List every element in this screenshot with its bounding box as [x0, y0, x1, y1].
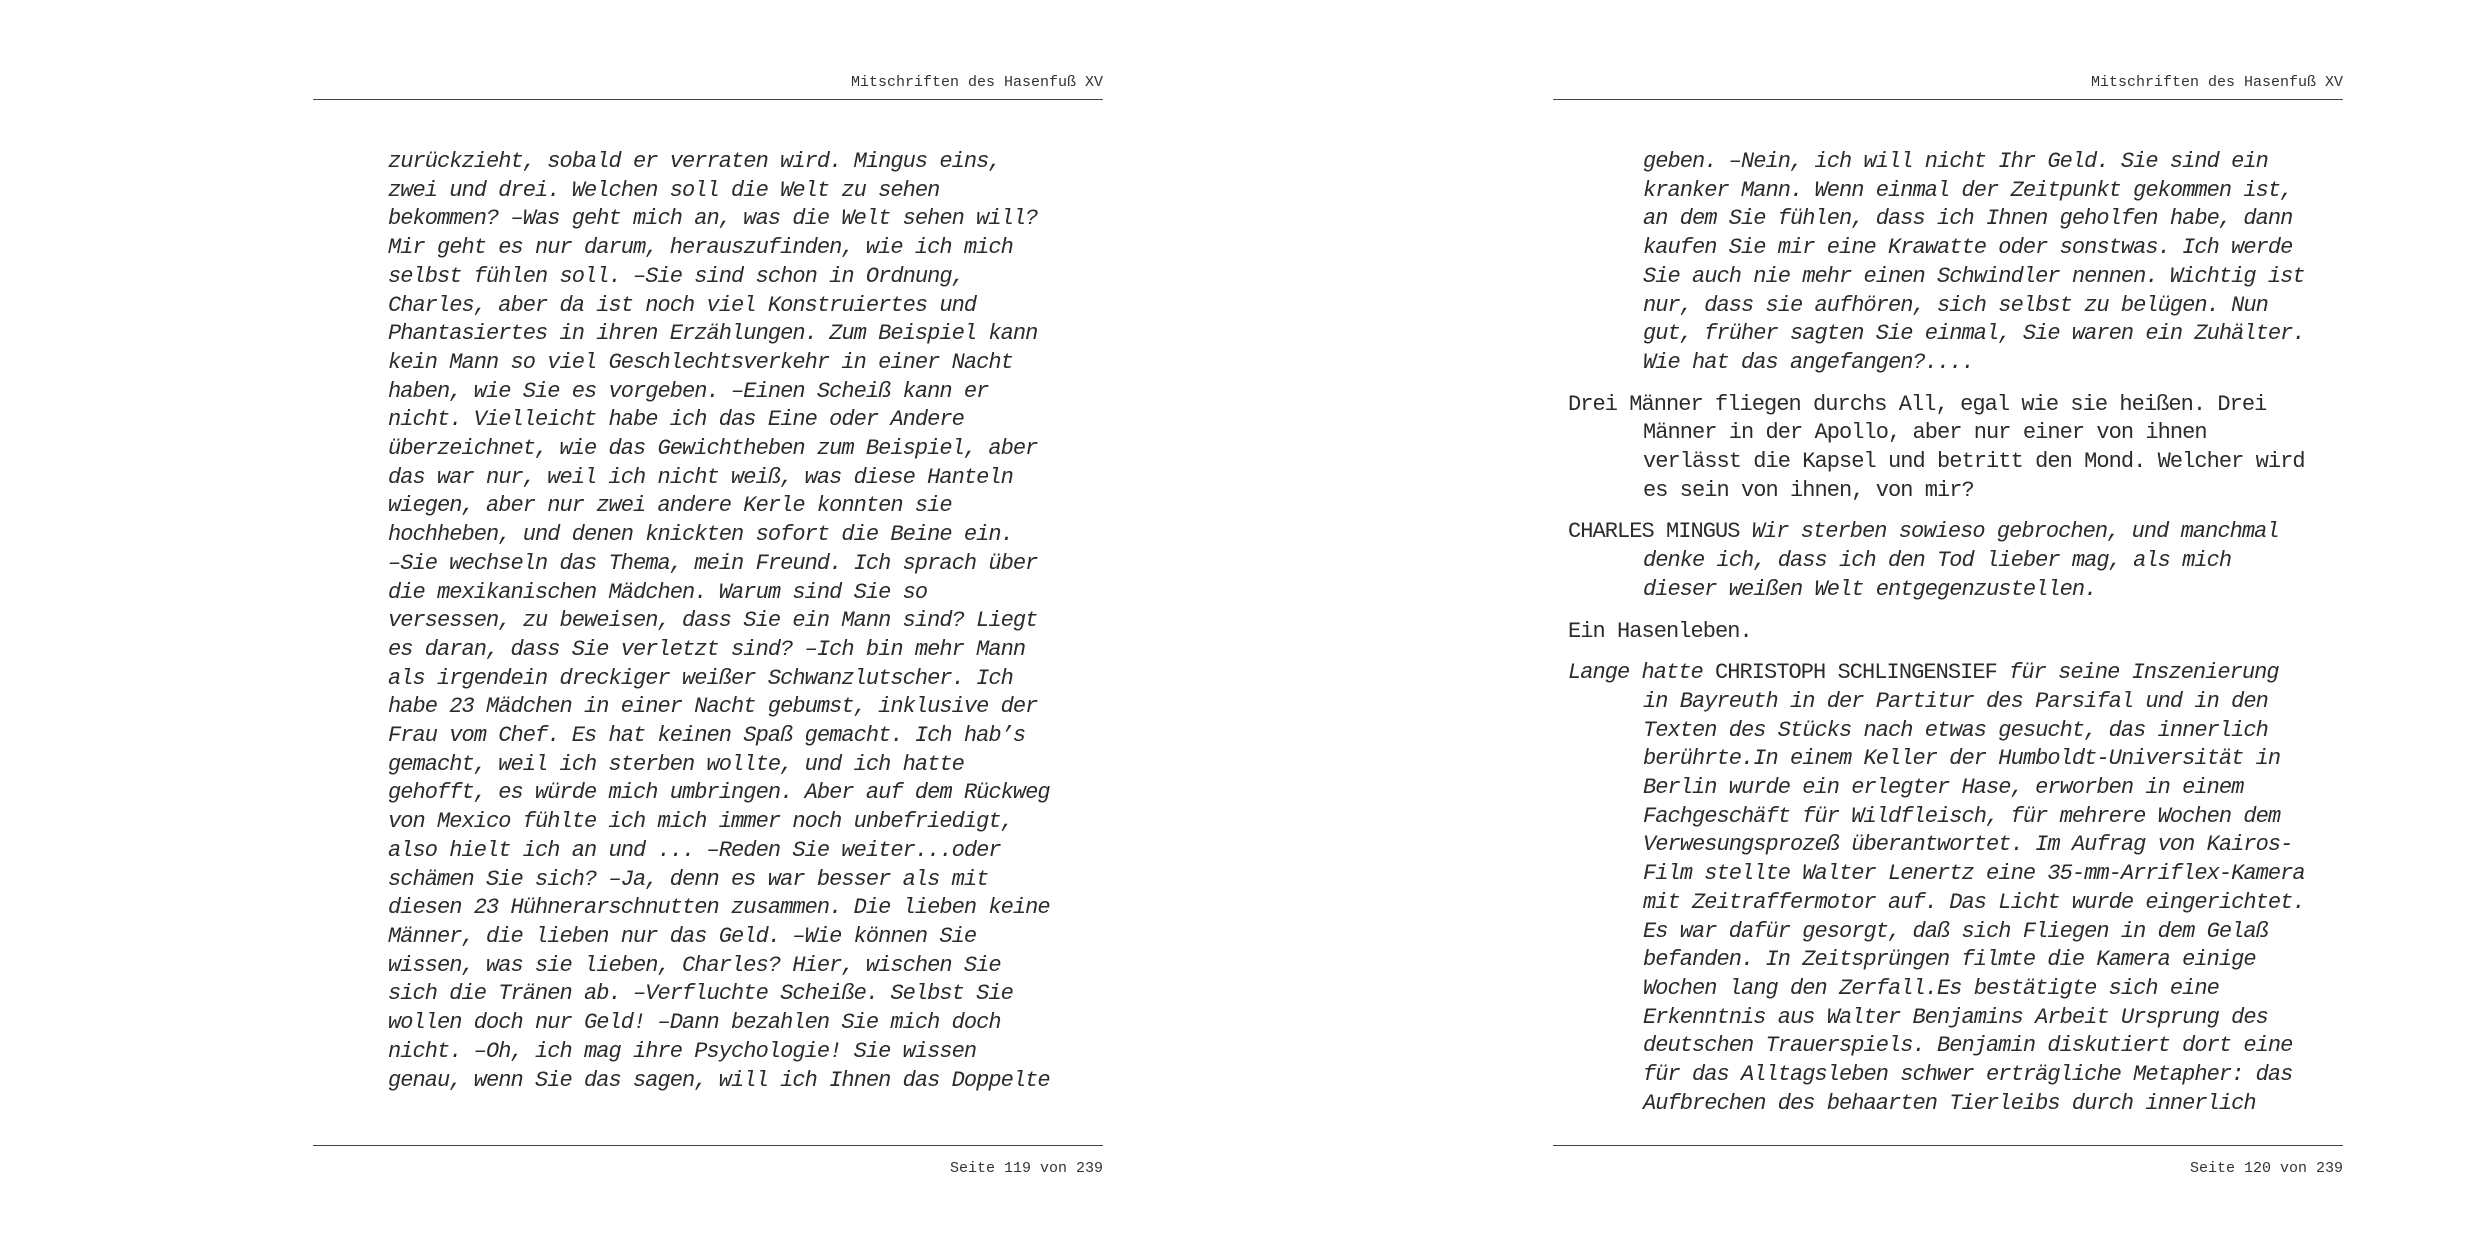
- text-line: es sein von ihnen, von mir?: [1643, 477, 1974, 503]
- footer-rule: [1553, 1145, 2343, 1146]
- text-line: Verwesungsprozeß überantwortet. Im Aufrag von Kairos-: [1643, 832, 2293, 858]
- text-line: Aufbrechen des behaarten Tierleibs durch innerlich: [1643, 1090, 2256, 1116]
- text-line: Wochen lang den Zerfall.Es bestätigte sich eine: [1643, 975, 2219, 1001]
- text-line: Männer in der Apollo, aber nur einer von ihnen: [1643, 420, 2207, 446]
- text-line: Charles, aber da ist noch viel Konstruiertes und: [388, 292, 977, 318]
- text-line: haben, wie Sie es vorgeben. –Einen Scheiß kann er: [388, 378, 989, 404]
- paragraph: [1568, 659, 2358, 1118]
- text-line: kranker Mann. Wenn einmal der Zeitpunkt gekommen ist,: [1643, 177, 2293, 203]
- text-line: schämen Sie sich? –Ja, denn es war besser als mit: [388, 866, 989, 892]
- text-line: gut, früher sagten Sie einmal, Sie waren ein Zuhälter.: [1643, 321, 2305, 347]
- text-line: habe 23 Mädchen in einer Nacht gebumst, inklusive der: [388, 694, 1038, 720]
- text-line: Phantasiertes in ihren Erzählungen. Zum Beispiel kann: [388, 321, 1038, 347]
- text-line: [1568, 659, 2358, 688]
- speaker-name: CHARLES MINGUS: [1568, 519, 1740, 545]
- text-line: Film stellte Walter Lenertz eine 35-mm-Arriflex-Kamera: [1643, 861, 2305, 887]
- page-number: Seite 120 von 239: [2189, 1160, 2343, 1177]
- header-rule: [1553, 99, 2343, 100]
- paragraph: [1568, 391, 2358, 506]
- text-line: nur, dass sie aufhören, sich selbst zu belügen. Nun: [1643, 292, 2268, 318]
- quote-text: Wir sterben sowieso gebrochen, und manchmal: [1739, 519, 2279, 545]
- page-number: Seite 119 von 239: [949, 1160, 1103, 1177]
- text-line: Mir geht es nur darum, herauszufinden, wie ich mich: [388, 235, 1013, 261]
- text-line: wollen doch nur Geld! –Dann bezahlen Sie mich doch: [388, 1010, 1001, 1036]
- text-line: denke ich, dass ich den Tod lieber mag, als mich: [1643, 548, 2232, 574]
- person-name: CHRISTOPH SCHLINGENSIEF: [1715, 660, 1997, 686]
- text-line: Drei Männer fliegen durchs All, egal wie sie heißen. Drei: [1568, 391, 2267, 417]
- text-line: sich die Tränen ab. –Verfluchte Scheiße. Selbst Sie: [388, 981, 1013, 1007]
- running-head: Mitschriften des Hasenfuß XV: [2090, 74, 2343, 91]
- text-line: Texten des Stücks nach etwas gesucht, das innerlich: [1643, 717, 2268, 743]
- text-line: überzeichnet, wie das Gewichtheben zum Beispiel, aber: [388, 436, 1038, 462]
- text-line: Fachgeschäft für Wildfleisch, für mehrere Wochen dem: [1643, 803, 2281, 829]
- text-line: genau, wenn Sie das sagen, will ich Ihnen das Doppelte: [388, 1067, 1050, 1093]
- text-line: gemacht, weil ich sterben wollte, und ich hatte: [388, 751, 964, 777]
- text-line: die mexikanischen Mädchen. Warum sind Sie so: [388, 579, 928, 605]
- footer-rule: [313, 1145, 1103, 1146]
- paragraph: [1568, 618, 2358, 647]
- text-line: Männer, die lieben nur das Geld. –Wie können Sie: [388, 923, 977, 949]
- text-line: geben. –Nein, ich will nicht Ihr Geld. Sie sind ein: [1643, 149, 2268, 174]
- text-line: an dem Sie fühlen, dass ich Ihnen geholfen habe, dann: [1643, 206, 2293, 232]
- text-line: deutschen Trauerspiels. Benjamin diskutiert dort eine: [1643, 1033, 2293, 1059]
- text-line: Sie auch nie mehr einen Schwindler nennen. Wichtig ist: [1643, 263, 2305, 289]
- text-line: nicht. Vielleicht habe ich das Eine oder Andere: [388, 407, 964, 433]
- intro-text: Lange hatte: [1568, 660, 1716, 686]
- text-line: kein Mann so viel Geschlechtsverkehr in einer Nacht: [388, 349, 1013, 375]
- text-line: in Bayreuth in der Partitur des Parsifal und in den: [1643, 688, 2268, 714]
- text-line: verlässt die Kapsel und betritt den Mond. Welcher wird: [1643, 449, 2305, 475]
- text-line: als irgendein dreckiger weißer Schwanzlutscher. Ich: [388, 665, 1013, 691]
- text-line: versessen, zu beweisen, dass Sie ein Mann sind? Liegt: [388, 608, 1038, 634]
- body-text: [388, 148, 1108, 1095]
- text-line: [1568, 518, 2358, 547]
- intro-rest: für seine Inszenierung: [1996, 660, 2279, 686]
- running-head: Mitschriften des Hasenfuß XV: [850, 74, 1103, 91]
- text-line: kaufen Sie mir eine Krawatte oder sonstwas. Ich werde: [1643, 235, 2293, 261]
- text-line: mit Zeitraffermotor auf. Das Licht wurde eingerichtet.: [1643, 889, 2305, 915]
- text-line: Berlin wurde ein erlegter Hase, erworben in einem: [1643, 775, 2244, 801]
- text-line: das war nur, weil ich nicht weiß, was diese Hanteln: [388, 464, 1013, 490]
- right-page: [1240, 0, 2480, 1240]
- paragraph: [1568, 148, 2358, 378]
- text-line: selbst fühlen soll. –Sie sind schon in Ordnung,: [388, 263, 964, 289]
- text-line: diesen 23 Hühnerarschnutten zusammen. Die lieben keine: [388, 895, 1050, 921]
- text-line: für das Alltagsleben schwer erträgliche Metapher: das: [1643, 1062, 2293, 1088]
- body-text: [1568, 148, 2358, 1119]
- text-line: also hielt ich an und ... –Reden Sie weiter...oder: [388, 837, 1001, 863]
- text-line: zwei und drei. Welchen soll die Welt zu sehen: [388, 177, 940, 203]
- text-line: –Sie wechseln das Thema, mein Freund. Ich sprach über: [388, 550, 1038, 576]
- text-line: Wie hat das angefangen?....: [1643, 349, 1974, 375]
- text-line: Erkenntnis aus Walter Benjamins Arbeit Ursprung des: [1643, 1004, 2268, 1030]
- header-rule: [313, 99, 1103, 100]
- text-line: wiegen, aber nur zwei andere Kerle konnten sie: [388, 493, 952, 519]
- text-line: bekommen? –Was geht mich an, was die Welt sehen will?: [388, 206, 1038, 232]
- text-line: befanden. In Zeitsprüngen filmte die Kamera einige: [1643, 947, 2256, 973]
- text-line: dieser weißen Welt entgegenzustellen.: [1643, 576, 2097, 602]
- text-line: Es war dafür gesorgt, daß sich Fliegen in dem Gelaß: [1643, 918, 2268, 944]
- text-line: von Mexico fühlte ich mich immer noch unbefriedigt,: [388, 809, 1013, 835]
- text-line: zurückzieht, sobald er verraten wird. Mingus eins,: [388, 149, 1001, 174]
- text-line: es daran, dass Sie verletzt sind? –Ich bin mehr Mann: [388, 636, 1026, 662]
- text-line: hochheben, und denen knickten sofort die Beine ein.: [388, 522, 1013, 548]
- text-line: gehofft, es würde mich umbringen. Aber auf dem Rückweg: [388, 780, 1050, 806]
- text-line: wissen, was sie lieben, Charles? Hier, wischen Sie: [388, 952, 1001, 978]
- paragraph: [1568, 518, 2358, 604]
- text-line: nicht. –Oh, ich mag ihre Psychologie! Sie wissen: [388, 1038, 977, 1064]
- text-line: Ein Hasenleben.: [1568, 618, 1752, 644]
- text-line: berührte.In einem Keller der Humboldt-Universität in: [1643, 746, 2281, 772]
- text-line: Frau vom Chef. Es hat keinen Spaß gemacht. Ich hab’s: [388, 723, 1026, 749]
